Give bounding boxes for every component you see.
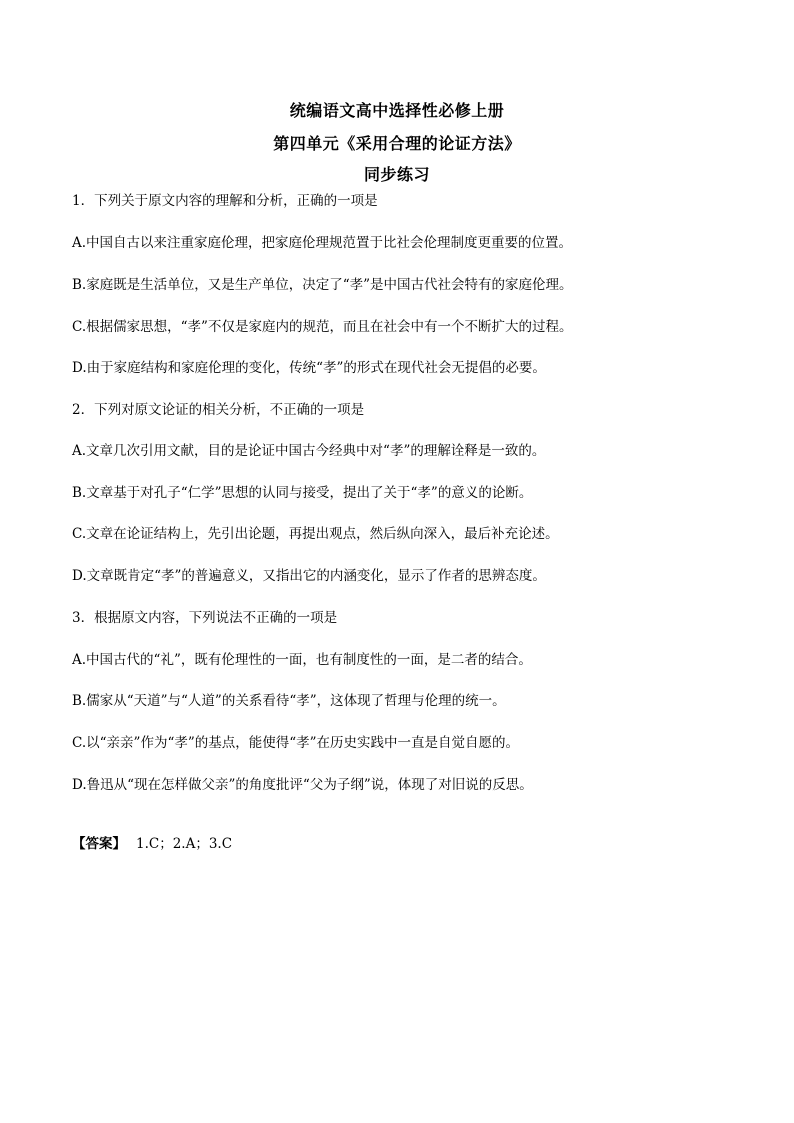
question-2-option-a: A.文章几次引用文献，目的是论证中国古今经典中对“孝”的理解诠释是一致的。: [72, 443, 546, 459]
question-1-option-a: A.中国自古以来注重家庭伦理，把家庭伦理规范置于比社会伦理制度更重要的位置。: [72, 235, 573, 251]
section-title: 同步练习: [363, 165, 430, 184]
question-2-option-d: D.文章既肯定“孝”的普遍意义，又指出它的内涵变化，显示了作者的思辨态度。: [72, 568, 546, 584]
question-1-option-b: B.家庭既是生活单位，又是生产单位，决定了“孝”是中国古代社会特有的家庭伦理。: [72, 277, 573, 293]
question-3-stem: 3．根据原文内容，下列说法不正确的一项是: [72, 610, 338, 626]
question-1-option-c: C.根据儒家思想，“孝”不仅是家庭内的规范，而且在社会中有一个不断扩大的过程。: [72, 319, 573, 335]
question-2-option-b: B.文章基于对孔子“仁学”思想的认同与接受，提出了关于“孝”的意义的论断。: [72, 485, 533, 501]
answer-label: 【答案】: [72, 836, 126, 852]
question-3-option-d: D.鲁迅从“现在怎样做父亲”的角度批评“父为子纲”说，体现了对旧说的反思。: [72, 777, 533, 793]
unit-title: 第四单元《采用合理的论证方法》: [273, 134, 521, 153]
question-2-option-c: C.文章在论证结构上，先引出论题，再提出观点，然后纵向深入，最后补充论述。: [72, 526, 559, 542]
answer-value: 1.C；2.A；3.C: [136, 836, 233, 852]
question-1-option-d: D.由于家庭结构和家庭伦理的变化，传统“孝”的形式在现代社会无提倡的必要。: [72, 360, 546, 376]
question-3-option-a: A.中国古代的“礼”，既有伦理性的一面，也有制度性的一面，是二者的结合。: [72, 652, 532, 668]
answer-line: [72, 835, 232, 853]
question-3-option-b: B.儒家从“天道”与“人道”的关系看待“孝”，这体现了哲理与伦理的统一。: [72, 693, 506, 709]
question-3-option-c: C.以“亲亲”作为“孝”的基点，能使得“孝”在历史实践中一直是自觉自愿的。: [72, 735, 520, 751]
question-2-stem: 2．下列对原文论证的相关分析，不正确的一项是: [72, 402, 365, 418]
question-1-stem: 1．下列关于原文内容的理解和分析，正确的一项是: [72, 193, 378, 209]
document-title: 统编语文高中选择性必修上册: [289, 101, 505, 120]
